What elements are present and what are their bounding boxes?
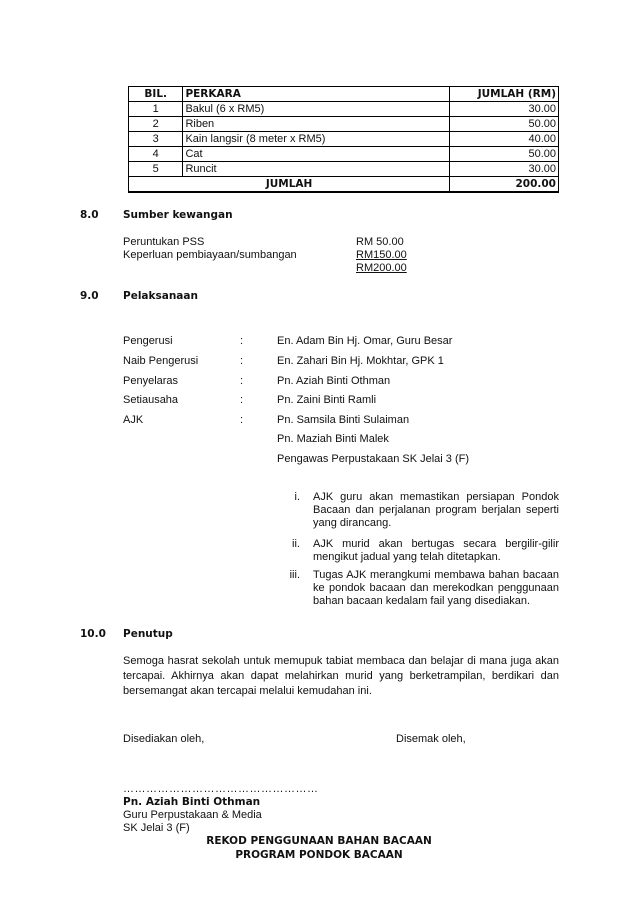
prepared-by-label: Disediakan oleh, [123,733,205,745]
row-no: 1 [129,102,183,117]
row-amount: 40.00 [450,132,559,147]
row-no: 4 [129,147,183,162]
section-title-closing: Penutup [123,628,173,640]
role-chair: Pengerusi [123,335,173,347]
task-text: Tugas AJK merangkumi membawa bahan bacaan ke pondok bacaan dan merekodkan penggunaan bahan bacaan kedalam fail yang disediakan. [313,569,559,607]
header-amount: JUMLAH (RM) [450,87,559,102]
person-committee: Pn. Samsila Binti Sulaiman [277,414,410,426]
colon: : [240,414,244,426]
task-number: ii. [292,538,300,550]
total-amount: 200.00 [450,177,559,193]
signatory-name: Pn. Aziah Binti Othman [123,796,261,808]
funding-amount-pss: RM 50.00 [356,236,404,248]
role-committee: AJK [123,414,144,426]
closing-paragraph: Semoga hasrat sekolah untuk memupuk tabiat membaca dan belajar di mana juga akan tercapai. Akhirnya akan dapat melahirkan murid yang berketrampilan, berdikari dan bersemangat akan tercapai melalui kemudahan ini. [123,655,559,697]
section-number-closing: 10.0 [80,628,106,640]
extra-member: Pengawas Perpustakaan SK Jelai 3 (F) [277,453,469,465]
table-row [129,162,559,177]
checked-by-label: Disemak oleh, [396,733,466,745]
person-secretary: Pn. Zaini Binti Ramli [277,394,377,406]
funding-label-pss: Peruntukan PSS [123,236,205,248]
footer-title-line2: PROGRAM PONDOK BACAAN [235,849,403,861]
person-vice-chair: En. Zahari Bin Hj. Mokhtar, GPK 1 [277,355,444,367]
section-title-implementation: Pelaksanaan [123,290,198,302]
row-item: Runcit [183,162,450,177]
colon: : [240,355,244,367]
signatory-position: Guru Perpustakaan & Media [123,809,262,821]
footer-title-line1: REKOD PENGGUNAAN BAHAN BACAAN [206,835,432,847]
row-amount: 30.00 [450,162,559,177]
person-chair: En. Adam Bin Hj. Omar, Guru Besar [277,335,453,347]
table-row [129,147,559,162]
total-row [129,177,559,193]
role-secretary: Setiausaha [123,394,179,406]
row-no: 2 [129,117,183,132]
total-label: JUMLAH [129,177,450,193]
colon: : [240,335,244,347]
row-item: Kain langsir (8 meter x RM5) [183,132,450,147]
colon: : [240,394,244,406]
section-title-funding: Sumber kewangan [123,209,233,221]
task-text: AJK guru akan memastikan persiapan Pondok Bacaan dan perjalanan program berjalan seperti yang dirancang. [313,491,559,529]
task-number: iii. [289,569,300,581]
extra-member: Pn. Maziah Binti Malek [277,433,389,445]
row-amount: 50.00 [450,117,559,132]
row-item: Bakul (6 x RM5) [183,102,450,117]
role-coordinator: Penyelaras [123,375,179,387]
table-row [129,117,559,132]
budget-header-row [129,87,559,102]
task-number: i. [294,491,300,503]
table-row [129,102,559,117]
row-amount: 50.00 [450,147,559,162]
section-number-funding: 8.0 [80,209,99,221]
header-no: BIL. [129,87,183,102]
row-no: 3 [129,132,183,147]
task-text: AJK murid akan bertugas secara bergilir-gilir mengikut jadual yang telah ditetapkan. [313,538,559,563]
budget-table [128,86,559,193]
signatory-school: SK Jelai 3 (F) [123,822,190,834]
table-row [129,132,559,147]
signature-dots: …………………………………………… [123,783,319,795]
funding-amount-sponsorship: RM150.00 [356,249,407,261]
section-number-implementation: 9.0 [80,290,99,302]
header-item: PERKARA [183,87,450,102]
person-coordinator: Pn. Aziah Binti Othman [277,375,391,387]
funding-label-sponsorship: Keperluan pembiayaan/sumbangan [123,249,297,261]
role-vice-chair: Naib Pengerusi [123,355,199,367]
row-item: Riben [183,117,450,132]
row-no: 5 [129,162,183,177]
colon: : [240,375,244,387]
funding-total: RM200.00 [356,262,407,274]
row-item: Cat [183,147,450,162]
row-amount: 30.00 [450,102,559,117]
